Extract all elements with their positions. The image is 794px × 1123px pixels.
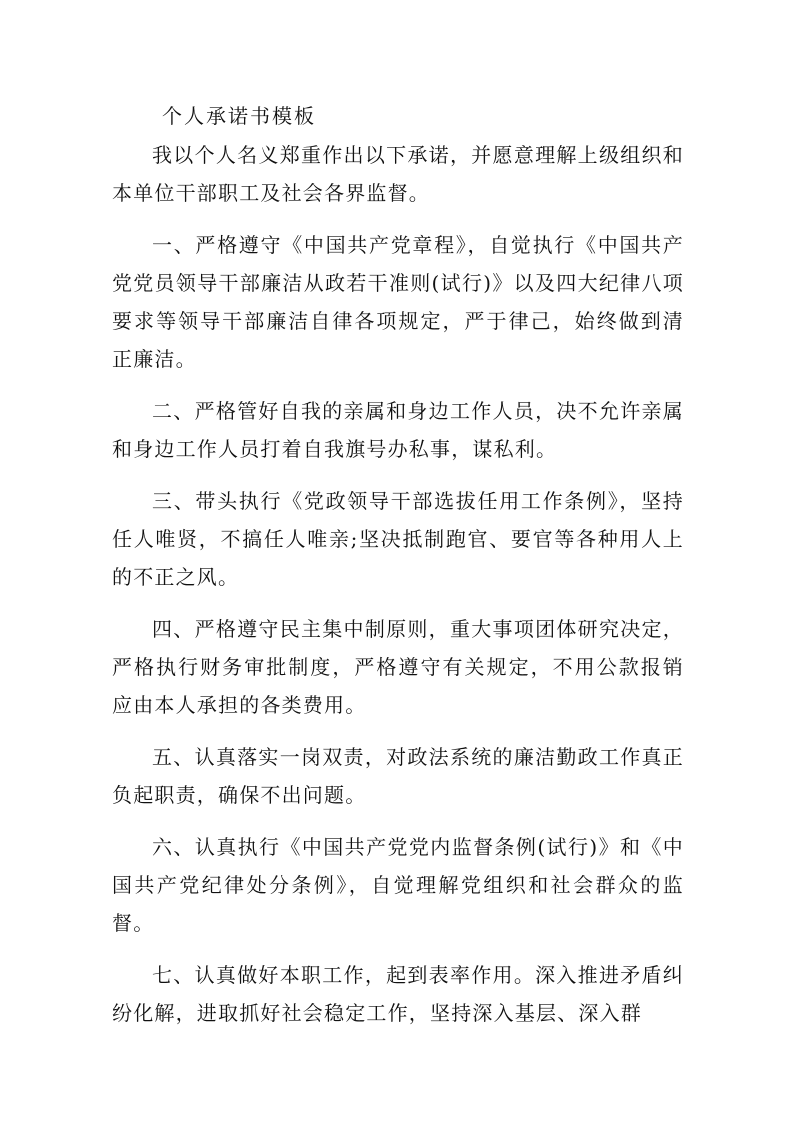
commitment-paragraph-4: 四、严格遵守民主集中制原则，重大事项团体研究决定，严格执行财务审批制度，严格遵守有关规定，不用公款报销应由本人承担的各类费用。 xyxy=(112,617,684,717)
document-title: 个人承诺书模板 xyxy=(162,104,316,128)
commitment-paragraph-6: 六、认真执行《中国共产党党内监督条例(试行)》和《中国共产党纪律处分条例》，自觉理解党组织和社会群众的监督。 xyxy=(112,835,684,935)
commitment-paragraph-3: 三、带头执行《党政领导干部选拔任用工作条例》，坚持任人唯贤，不搞任人唯亲;坚决抵制跑官、要官等各种用人上的不正之风。 xyxy=(112,489,684,589)
intro-paragraph: 我以个人名义郑重作出以下承诺，并愿意理解上级组织和本单位干部职工及社会各界监督。 xyxy=(112,143,684,205)
document-body xyxy=(112,96,684,1032)
commitment-paragraph-7: 七、认真做好本职工作，起到表率作用。深入推进矛盾纠纷化解，进取抓好社会稳定工作，坚持深入基层、深入群 xyxy=(112,963,684,1025)
commitment-paragraph-1: 一、严格遵守《中国共产党章程》，自觉执行《中国共产党党员领导干部廉洁从政若干准则(试行)》以及四大纪律八项要求等领导干部廉洁自律各项规定，严于律己，始终做到清正廉洁。 xyxy=(112,233,684,371)
commitment-paragraph-2: 二、严格管好自我的亲属和身边工作人员，决不允许亲属和身边工作人员打着自我旗号办私事，谋私利。 xyxy=(112,399,684,461)
commitment-paragraph-5: 五、认真落实一岗双责，对政法系统的廉洁勤政工作真正负起职责，确保不出问题。 xyxy=(112,745,684,807)
